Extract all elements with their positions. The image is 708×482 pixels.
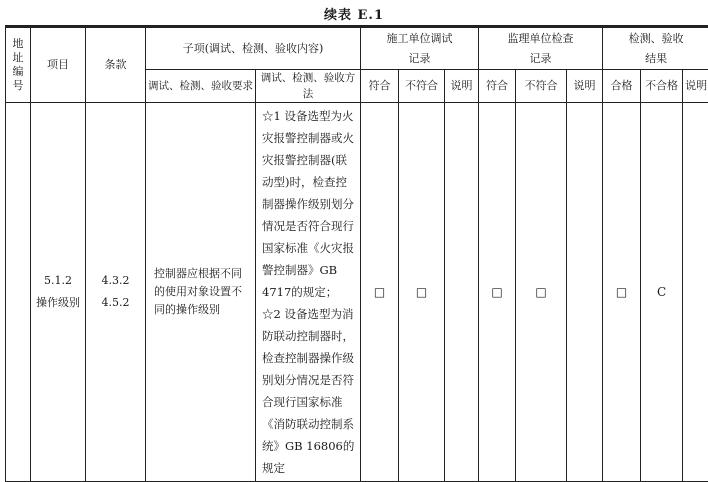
header-acceptance-group: 检测、验收结果 — [603, 27, 708, 70]
method-item-2: ☆2 设备选型为消防联动控制器时，检查控制器操作级别划分情况是否符合现行国家标准《消防联动控制系统》GB 16806的规定 — [262, 303, 356, 479]
acceptance-remark-cell — [683, 103, 708, 482]
header-clause: 条款 — [86, 27, 146, 103]
address-code-cell — [6, 103, 31, 482]
header-construction-conform: 符合 — [361, 70, 399, 103]
clause-number-1: 4.3.2 — [86, 270, 145, 292]
construction-remark-cell — [445, 103, 479, 482]
header-address-code: 地址编号 — [6, 27, 31, 103]
construction-nonconform-checkbox[interactable]: □ — [416, 285, 427, 299]
project-cell — [31, 103, 86, 482]
header-requirement: 调试、检测、验收要求 — [146, 70, 256, 103]
qualified-cell[interactable] — [603, 103, 641, 482]
supervision-nonconform-checkbox[interactable]: □ — [535, 285, 546, 299]
header-construction-nonconform: 不符合 — [399, 70, 445, 103]
method-cell — [256, 103, 361, 482]
supervision-conform-cell[interactable] — [479, 103, 516, 482]
supervision-conform-checkbox[interactable]: □ — [491, 285, 502, 299]
construction-nonconform-cell[interactable] — [399, 103, 445, 482]
header-supervision-remark: 说明 — [567, 70, 603, 103]
clause-number-2: 4.5.2 — [86, 292, 145, 314]
header-acceptance-remark: 说明 — [683, 70, 708, 103]
header-unqualified: 不合格 — [641, 70, 683, 103]
table-title: 续表 E.1 — [0, 4, 708, 23]
construction-conform-cell[interactable] — [361, 103, 399, 482]
header-supervision-conform: 符合 — [479, 70, 516, 103]
supervision-nonconform-cell[interactable] — [516, 103, 567, 482]
method-item-1: ☆1 设备选型为火灾报警控制器或火灾报警控制器(联动型)时，检查控制器操作级别划分情况是否符合现行国家标准《火灾报警控制器》GB 4717的规定； — [262, 105, 356, 303]
table-row — [6, 103, 708, 482]
project-number: 5.1.2 — [31, 270, 85, 292]
header-supervision-nonconform: 不符合 — [516, 70, 567, 103]
requirement-cell: 控制器应根据不同的使用对象设置不同的操作级别 — [146, 103, 256, 482]
header-project: 项目 — [31, 27, 86, 103]
acceptance-record-table — [5, 25, 708, 482]
header-supervision-group: 监理单位检查记录 — [479, 27, 603, 70]
header-method: 调试、检测、验收方法 — [256, 70, 361, 103]
unqualified-checkbox[interactable]: C — [657, 285, 666, 299]
header-qualified: 合格 — [603, 70, 641, 103]
project-name: 操作级别 — [31, 292, 85, 314]
supervision-remark-cell — [567, 103, 603, 482]
header-construction-remark: 说明 — [445, 70, 479, 103]
construction-conform-checkbox[interactable]: □ — [374, 285, 385, 299]
header-subitem: 子项(调试、检测、验收内容) — [146, 27, 361, 70]
clause-cell — [86, 103, 146, 482]
qualified-checkbox[interactable]: □ — [616, 285, 627, 299]
unqualified-cell[interactable] — [641, 103, 683, 482]
header-construction-group: 施工单位调试记录 — [361, 27, 479, 70]
